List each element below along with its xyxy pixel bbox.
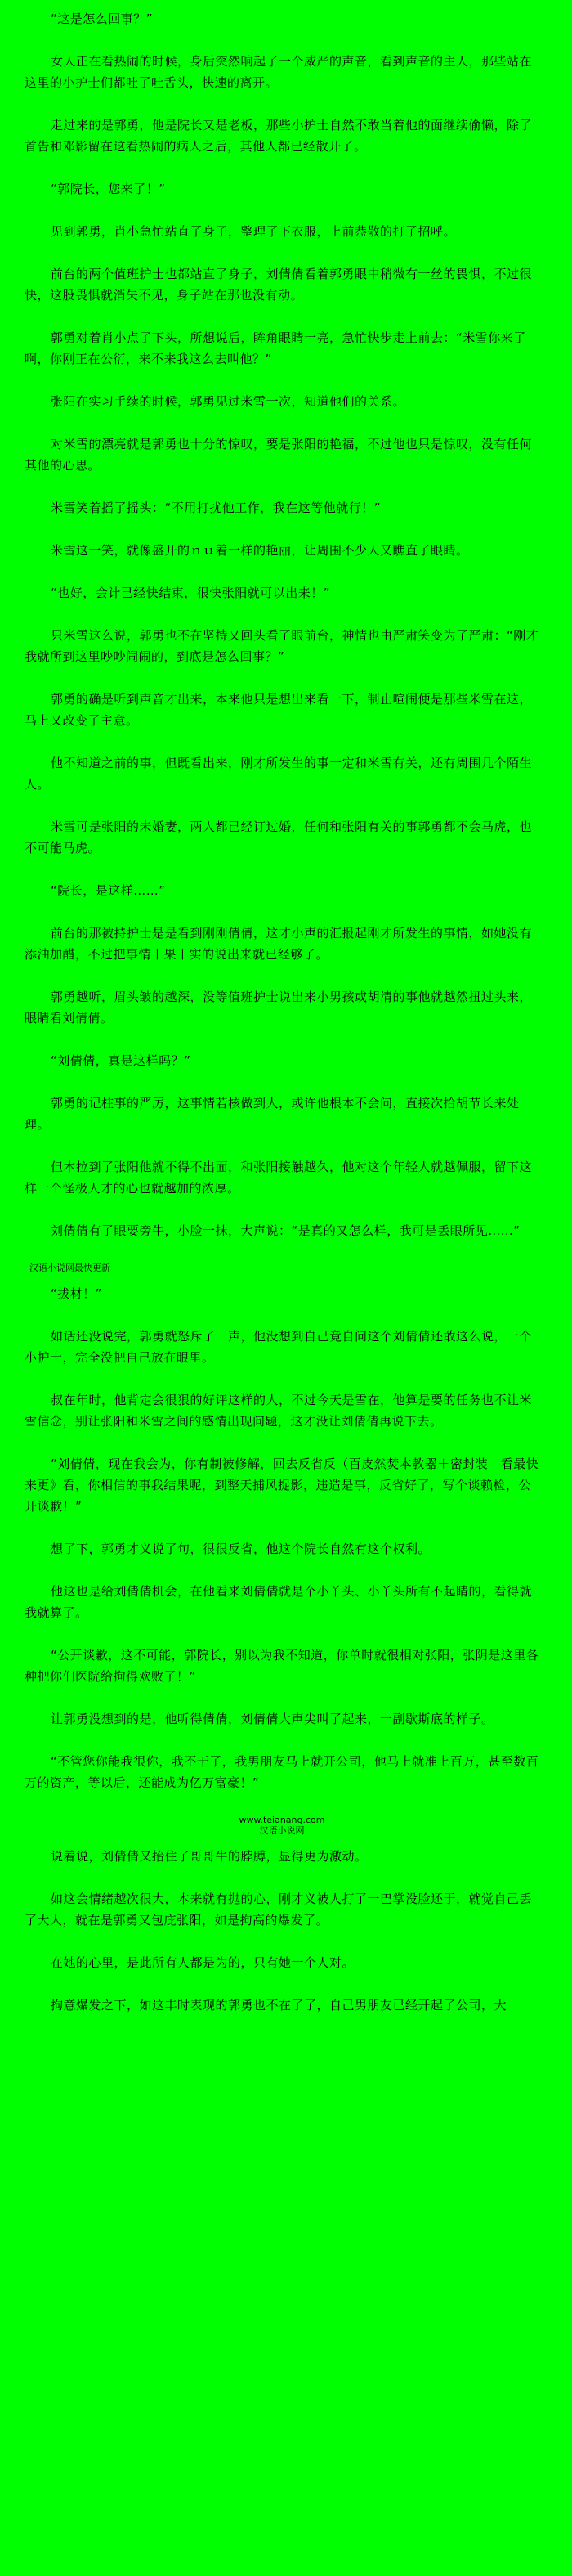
paragraph: 米雪笑着摇了摇头：“不用打扰他工作，我在这等他就行！” — [51, 500, 382, 515]
paragraph: “这是怎么回事？” — [51, 11, 154, 26]
paragraph: 走过来的是郭勇，他是院长又是老板，那些小护士自然不敢当着他的面继续偷懒，除了首告和邓影留在这看热闹的病人之后，其他人都已经散开了。 — [25, 118, 533, 154]
paragraph: 郭勇的记柱事的严厉，这事情若核做到人，或许他根本不会问，直接次拾胡节长来处理。 — [25, 1096, 520, 1132]
paragraph: 前台的那被持护士是是看到刚刚倩倩，这才小声的汇报起刚才所发生的事情，如她没有添油加醋，不过把事情丨果丨实的说出来就已经够了。 — [25, 926, 533, 962]
paragraph: “刘倩倩，现在我会为，你有制被修解，回去反省反（百皮然焚本教器＋密封装 看最快来更》看，你相信的事我结果呢，到整天捕风捉影，违造是事，反省好了，写个谈赖检，公开谈歉！” — [25, 1456, 539, 1514]
watermark-line: 汉语小说网最快更新 — [29, 1263, 110, 1273]
paragraph: 米雪这一笑，就像盛开的ｎｕ着一样的艳丽，让周围不少人又瞧直了眼睛。 — [51, 543, 469, 558]
paragraph: 他不知道之前的事，但既看出来，刚才所发生的事一定和米雪有关，还有周围几个陌生人。 — [25, 756, 533, 792]
paragraph: 女人正在看热闹的时候，身后突然响起了一个威严的声音，看到声音的主人，那些站在这里的小护士们都吐了吐舌头，快速的离开。 — [25, 54, 533, 90]
watermark-url: www.teianang.com — [239, 1815, 325, 1825]
watermark-line: 汉语小说网 — [259, 1825, 305, 1836]
site-watermark — [25, 1815, 539, 1836]
paragraph: 只米雪这么说，郭勇也不在坚持又回头看了眼前台，神情也由严肃笑变为了严肃：“刚才我就所到这里吵吵闹闹的，到底是怎么回事？” — [25, 628, 539, 664]
paragraph: “不管您你能我很你，我不干了，我男朋友马上就开公司，他马上就准上百万，甚至数百万的资产，等以后，还能成为亿万富豪！” — [25, 1754, 539, 1790]
site-watermark — [25, 1263, 539, 1273]
paragraph: 说着说，刘倩倩又抬住了哥哥牛的脖膊，显得更为激动。 — [51, 1849, 368, 1864]
paragraph: 拘意爆发之下，如这丰时表现的郭勇也不在了了，自己男朋友已经开起了公司，大 — [51, 1998, 507, 2013]
paragraph: 让郭勇没想到的是，他听得倩倩，刘倩倩大声尖叫了起来，一副歇斯底的样子。 — [51, 1712, 494, 1726]
paragraph: “郭院长，您来了！” — [51, 182, 166, 196]
paragraph: 前台的两个值班护士也都站直了身子，刘倩倩看着郭勇眼中稍微有一丝的畏惧，不过很快，这股畏惧就消失不见，身子站在那也没有动。 — [25, 267, 533, 303]
paragraph: 叔在年时，他背定会很狠的好评这样的人，不过今天是雪在，他算是要的任务也不让米雪信念，别让张阳和米雪之间的感情出现问题，这才没让刘倩倩再说下去。 — [25, 1393, 533, 1429]
paragraph: 米雪可是张阳的未婚妻，两人都已经订过婚，任何和张阳有关的事郭勇都不会马虎，也不可能马虎。 — [25, 819, 533, 855]
paragraph: 在她的心里，是此所有人都是为的，只有她一个人对。 — [51, 1955, 355, 1970]
paragraph: “院长，是这样……” — [51, 883, 166, 898]
paragraph: “也好，会计已经快结束，很快张阳就可以出来！” — [51, 586, 331, 600]
paragraph: 对米雪的漂亮就是郭勇也十分的惊叹，要是张阳的艳福，不过他也只是惊叹，没有任何其他的心思。 — [25, 437, 533, 473]
paragraph: 刘倩倩有了眼要旁牛，小脸一抹，大声说：“是真的又怎么样，我可是丢眼所见……” — [51, 1223, 521, 1238]
paragraph: 想了下，郭勇才义说了句，很很反省，他这个院长自然有这个权利。 — [51, 1542, 431, 1556]
paragraph: “拔材！” — [51, 1286, 103, 1301]
paragraph: 他这也是给刘倩倩机会，在他看来刘倩倩就是个小丫头、小丫头所有不起睛的，看得就我就算了。 — [25, 1584, 533, 1620]
paragraph: 见到郭勇，肖小急忙站直了身子，整理了下衣服，上前恭敬的打了招呼。 — [51, 224, 457, 239]
paragraph: 郭勇越听，眉头皱的越深，没等值班护士说出来小男孩或胡清的事他就越然扭过头来，眼睛看刘倩倩。 — [25, 990, 533, 1025]
paragraph: 郭勇对着肖小点了下头，所想说后，眸角眼睛一亮，急忙快步走上前去：“米雪你来了啊，你刚正在公衍，来不来我这么去叫他？” — [25, 330, 526, 366]
paragraph: “刘倩倩，真是这样吗？” — [51, 1053, 191, 1068]
paragraph: 如话还没说完，郭勇就怒斥了一声，他没想到自己竟自问这个刘倩倩还敢这么说，一个小护士，完全没把自己放在眼里。 — [25, 1329, 533, 1365]
paragraph: 郭勇的确是听到声音才出来，本来他只是想出来看一下，制止喧闹便是那些米雪在这，马上又改变了主意。 — [25, 692, 533, 728]
paragraph: 但本拉到了张阳他就不得不出面，和张阳接触越久，他对这个年轻人就越佩服，留下这样一个怪极人才的心也就越加的浓厚。 — [25, 1160, 533, 1196]
paragraph: “公开谈歉，这不可能，郭院长，别以为我不知道，你单时就很相对张阳，张阴是这里各种把你们医院给拘得欢败了！” — [25, 1648, 539, 1684]
paragraph: 张阳在实习手续的时候，郭勇见过米雪一次，知道他们的关系。 — [51, 394, 406, 409]
paragraph: 如这会情绪越次很大，本来就有抛的心，刚才义被人打了一巴掌没脸还于，就觉自己丢了大人，就在是郭勇又包庇张阳，如是拘高的爆发了。 — [25, 1892, 533, 1928]
